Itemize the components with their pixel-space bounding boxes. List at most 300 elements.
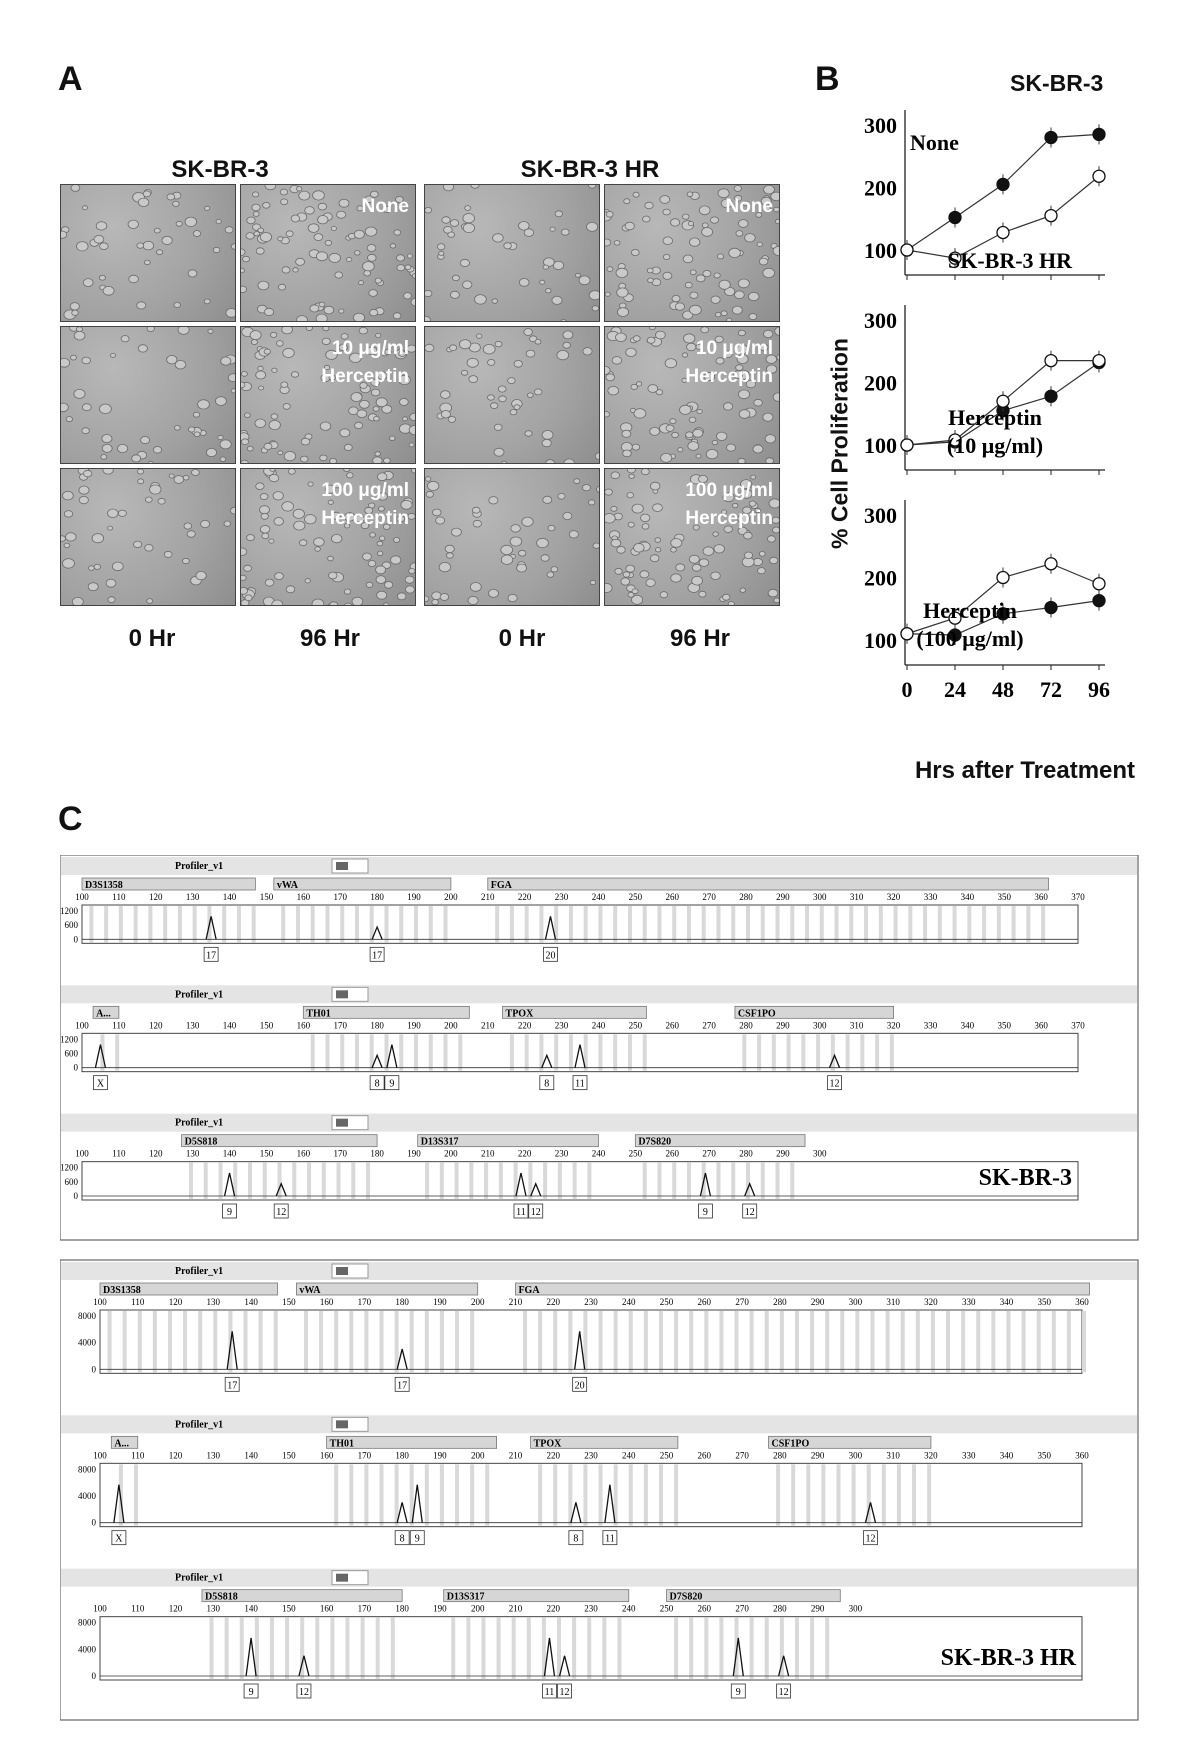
bp-tick-label: 120	[149, 1148, 163, 1159]
rfu-tick-label: 4000	[78, 1491, 96, 1501]
allele-bin	[497, 1618, 501, 1679]
bp-tick-label: 270	[702, 892, 716, 902]
allele-bin	[440, 1311, 444, 1372]
locus-name: D7S820	[638, 1136, 672, 1148]
bp-tick-label: 100	[75, 1148, 89, 1159]
allele-bin	[1022, 1311, 1026, 1372]
treatment-caption	[685, 477, 773, 533]
allele-bin	[820, 906, 824, 942]
allele-bin	[746, 1163, 750, 1199]
bp-tick-label: 250	[659, 1603, 674, 1614]
time-label: 96 Hr	[669, 625, 731, 652]
bp-tick-label: 230	[584, 1297, 598, 1307]
allele-call: 12	[744, 1207, 755, 1218]
bp-tick-label: 100	[93, 1603, 107, 1614]
locus-name: vWA	[299, 1285, 321, 1296]
allele-bin	[573, 1163, 577, 1199]
allele-bin	[961, 1311, 965, 1372]
allele-call: 9	[414, 1533, 420, 1545]
bp-tick-label: 280	[773, 1450, 787, 1461]
allele-bin	[599, 1464, 603, 1525]
time-label: 96 Hr	[299, 625, 361, 652]
bp-tick-label: 300	[813, 1020, 827, 1031]
bp-tick-label: 130	[206, 1603, 221, 1614]
data-point	[997, 227, 1009, 239]
chart-annotation: Herceptin	[923, 598, 1017, 623]
allele-bin	[735, 1311, 739, 1372]
bp-tick-label: 350	[997, 892, 1011, 902]
y-tick-label: 300	[864, 308, 897, 333]
bp-tick-label: 240	[622, 1603, 636, 1614]
allele-bin	[731, 906, 735, 942]
bp-tick-label: 360	[1034, 1020, 1048, 1031]
allele-bin	[466, 1618, 470, 1679]
allele-bin	[481, 1618, 485, 1679]
bp-tick-label: 210	[508, 1603, 523, 1614]
allele-bin	[325, 1034, 329, 1070]
data-point	[1093, 170, 1105, 182]
allele-bin	[617, 1618, 621, 1679]
allele-bin	[322, 1163, 326, 1199]
rfu-tick-label: 0	[91, 1364, 96, 1375]
allele-bin	[659, 1311, 663, 1372]
allele-bin	[805, 906, 809, 942]
allele-bin	[1037, 1311, 1041, 1372]
allele-bin	[806, 1464, 810, 1525]
allele-bin	[510, 1034, 514, 1070]
allele-bin	[598, 906, 602, 942]
allele-bin	[355, 906, 359, 942]
allele-bin	[628, 1034, 632, 1070]
allele-bin	[657, 906, 661, 942]
allele-call: 9	[389, 1078, 395, 1090]
bp-tick-label: 110	[112, 1020, 126, 1031]
rfu-tick-label: 0	[73, 934, 78, 945]
data-point	[1093, 355, 1105, 367]
rfu-tick-label: 4000	[78, 1337, 96, 1348]
allele-bin	[337, 1163, 341, 1199]
allele-bin	[882, 1464, 886, 1525]
allele-bin	[557, 1618, 561, 1679]
micrograph-tile	[424, 184, 600, 322]
allele-bin	[776, 1163, 780, 1199]
allele-bin	[846, 1034, 850, 1070]
locus-name: D3S1358	[85, 880, 123, 891]
profiler-swatch-fill	[336, 1119, 348, 1127]
allele-bin	[761, 1163, 765, 1199]
allele-bin	[340, 906, 344, 942]
allele-bin	[414, 1034, 418, 1070]
allele-bin	[259, 1311, 263, 1372]
allele-call: 9	[227, 1207, 233, 1218]
allele-bin	[89, 906, 93, 942]
micrograph-tile	[60, 468, 236, 606]
allele-bin	[361, 1618, 365, 1679]
rfu-tick-label: 8000	[78, 1464, 96, 1475]
allele-bin	[821, 1464, 825, 1525]
allele-bin	[334, 1464, 338, 1525]
allele-bin	[379, 1311, 383, 1372]
trace-frame	[100, 1463, 1082, 1526]
micrograph-tile	[240, 468, 416, 606]
micrograph-tile	[60, 326, 236, 464]
bp-tick-label: 100	[75, 892, 89, 902]
rfu-tick-label: 8000	[78, 1617, 96, 1628]
treatment-caption-line: 10 μg/ml	[695, 338, 773, 359]
allele-bin	[440, 1464, 444, 1525]
x-axis-label: Hrs after Treatment	[914, 757, 1136, 784]
allele-bin	[543, 1163, 547, 1199]
allele-bin	[168, 1311, 172, 1372]
allele-bin	[816, 1034, 820, 1070]
rfu-tick-label: 600	[64, 1176, 78, 1187]
allele-call: 11	[516, 1207, 526, 1218]
x-tick-label: 0	[901, 677, 913, 702]
bp-tick-label: 170	[357, 1603, 372, 1614]
profiler-swatch-fill	[336, 990, 348, 998]
panel-a-label: A	[58, 60, 83, 98]
allele-bin	[485, 1464, 489, 1525]
allele-bin	[296, 906, 300, 942]
allele-bin	[115, 1034, 119, 1070]
allele-bin	[304, 1311, 308, 1372]
bp-tick-label: 190	[407, 1148, 421, 1159]
bp-tick-label: 280	[739, 1020, 753, 1031]
data-point	[997, 572, 1009, 584]
bp-tick-label: 250	[659, 1297, 674, 1307]
bp-tick-label: 260	[665, 1148, 679, 1159]
allele-bin	[855, 1311, 859, 1372]
chart-annotation: SK-BR-3 HR	[947, 248, 1073, 273]
allele-bin	[982, 906, 986, 942]
trace-frame	[82, 1033, 1078, 1071]
treatment-caption-line: 100 μg/ml	[685, 480, 773, 501]
bp-tick-label: 340	[999, 1450, 1014, 1461]
allele-bin	[538, 1464, 542, 1525]
bp-tick-label: 350	[1037, 1297, 1051, 1307]
allele-bin	[248, 1163, 252, 1199]
allele-bin	[787, 1034, 791, 1070]
rfu-tick-label: 1200	[60, 1034, 78, 1045]
y-axis-label: % Cell Proliferation	[826, 338, 853, 549]
allele-bin	[890, 1034, 894, 1070]
bp-tick-label: 240	[622, 1297, 636, 1307]
bp-tick-label: 190	[407, 892, 421, 902]
trace-frame	[82, 905, 1078, 943]
bp-tick-label: 330	[961, 1297, 976, 1307]
allele-bin	[399, 1034, 403, 1070]
allele-bin	[674, 1618, 678, 1679]
x-tick-label: 48	[992, 677, 1014, 702]
allele-bin	[791, 1464, 795, 1525]
profiler-swatch-fill	[336, 1574, 348, 1582]
profiler-label: Profiler_v1	[175, 989, 224, 1001]
allele-bin	[953, 906, 957, 942]
bp-tick-label: 180	[370, 1148, 384, 1159]
allele-bin	[252, 906, 256, 942]
allele-bin	[325, 906, 329, 942]
bp-tick-label: 230	[584, 1603, 598, 1614]
allele-bin	[225, 1618, 229, 1679]
rfu-tick-label: 0	[91, 1517, 96, 1528]
bp-tick-label: 190	[433, 1603, 447, 1614]
rfu-tick-label: 1200	[60, 1162, 78, 1173]
locus-name: TPOX	[533, 1438, 562, 1450]
allele-bin	[210, 1618, 214, 1679]
allele-bin	[572, 1618, 576, 1679]
allele-bin	[384, 906, 388, 942]
bp-tick-label: 100	[93, 1297, 107, 1307]
allele-bin	[553, 1311, 557, 1372]
data-point	[1093, 578, 1105, 590]
allele-bin	[178, 906, 182, 942]
allele-bin	[525, 1034, 529, 1070]
bp-tick-label: 260	[665, 892, 679, 902]
allele-bin	[795, 1618, 799, 1679]
bp-tick-label: 290	[776, 892, 790, 902]
data-point	[1045, 390, 1057, 402]
allele-bin	[311, 1034, 315, 1070]
bp-tick-label: 300	[813, 1148, 827, 1159]
allele-bin	[274, 1311, 278, 1372]
allele-bin	[644, 1464, 648, 1525]
allele-call: 8	[573, 1533, 579, 1545]
bp-tick-label: 200	[470, 1603, 485, 1614]
locus-bar	[296, 1283, 477, 1295]
allele-bin	[704, 1618, 708, 1679]
x-tick-label: 96	[1088, 677, 1110, 702]
rfu-tick-label: 0	[91, 1671, 96, 1681]
allele-bin	[687, 1163, 691, 1199]
allele-bin	[886, 1311, 890, 1372]
x-tick-label: 72	[1040, 677, 1062, 702]
allele-bin	[189, 1163, 193, 1199]
bp-tick-label: 180	[370, 1020, 384, 1031]
allele-bin	[148, 906, 152, 942]
allele-call: 11	[575, 1078, 585, 1090]
allele-bin	[629, 1464, 633, 1525]
allele-bin	[263, 1163, 267, 1199]
allele-bin	[795, 1311, 799, 1372]
allele-call: 12	[276, 1207, 287, 1218]
bp-tick-label: 320	[924, 1450, 938, 1461]
y-tick-label: 300	[864, 113, 897, 138]
allele-bin	[525, 906, 529, 942]
locus-name: D7S820	[669, 1591, 703, 1603]
profiler-swatch-fill	[336, 1420, 348, 1428]
allele-call: 17	[397, 1380, 408, 1392]
allele-bin	[292, 1163, 296, 1199]
bp-tick-label: 220	[546, 1297, 560, 1307]
bp-tick-label: 270	[702, 1020, 716, 1031]
data-point	[1093, 595, 1105, 607]
data-point	[901, 628, 913, 640]
micrograph-tile	[240, 326, 416, 464]
allele-bin	[772, 1034, 776, 1070]
allele-bin	[628, 906, 632, 942]
bp-tick-label: 360	[1075, 1297, 1089, 1307]
bp-tick-label: 310	[849, 892, 864, 902]
allele-bin	[349, 1311, 353, 1372]
treatment-caption-line: None	[361, 196, 409, 217]
y-tick-label: 200	[864, 565, 897, 591]
bp-tick-label: 140	[244, 1450, 258, 1461]
locus-bar	[274, 878, 451, 890]
chart-annotation: (100 μg/ml)	[916, 626, 1024, 651]
bp-tick-label: 160	[319, 1450, 334, 1461]
allele-bin	[281, 906, 285, 942]
data-point	[997, 178, 1009, 190]
allele-bin	[599, 1311, 603, 1372]
allele-bin	[927, 1464, 931, 1525]
allele-bin	[512, 1618, 516, 1679]
bp-tick-label: 150	[259, 1020, 274, 1031]
bp-tick-label: 250	[659, 1450, 674, 1461]
allele-bin	[444, 906, 448, 942]
locus-name: A...	[96, 1008, 111, 1020]
allele-bin	[894, 906, 898, 942]
allele-bin	[198, 1311, 202, 1372]
y-tick-label: 200	[864, 370, 897, 396]
data-point	[1045, 355, 1057, 367]
data-point	[949, 212, 961, 224]
allele-bin	[1082, 1311, 1086, 1372]
allele-bin	[997, 906, 1001, 942]
allele-bin	[123, 1311, 127, 1372]
profiler-label: Profiler_v1	[175, 1117, 224, 1129]
allele-bin	[244, 1311, 248, 1372]
allele-bin	[134, 1464, 138, 1525]
allele-bin	[643, 906, 647, 942]
profiler-label: Profiler_v1	[175, 861, 224, 872]
bp-tick-label: 130	[206, 1297, 221, 1307]
allele-bin	[399, 906, 403, 942]
bp-tick-label: 300	[848, 1297, 863, 1307]
allele-bin	[469, 1163, 473, 1199]
bp-tick-label: 100	[75, 1020, 89, 1031]
locus-name: D3S1358	[103, 1285, 141, 1296]
allele-bin	[629, 1311, 633, 1372]
allele-bin	[790, 1163, 794, 1199]
allele-bin	[860, 1034, 864, 1070]
allele-bin	[395, 1464, 399, 1525]
allele-bin	[568, 1464, 572, 1525]
allele-bin	[527, 1618, 531, 1679]
allele-bin	[334, 1311, 338, 1372]
allele-bin	[657, 1163, 661, 1199]
rfu-tick-label: 1200	[60, 906, 78, 916]
allele-bin	[731, 1163, 735, 1199]
bp-tick-label: 200	[444, 1020, 458, 1031]
allele-bin	[810, 1311, 814, 1372]
allele-bin	[355, 1034, 359, 1070]
bp-tick-label: 120	[168, 1297, 183, 1307]
rfu-tick-label: 600	[64, 1048, 78, 1059]
rfu-tick-label: 600	[64, 920, 78, 931]
allele-bin	[931, 1311, 935, 1372]
allele-bin	[553, 1464, 557, 1525]
bp-tick-label: 110	[112, 892, 126, 902]
allele-call: 9	[248, 1687, 254, 1698]
allele-bin	[672, 906, 676, 942]
allele-bin	[414, 906, 418, 942]
allele-bin	[351, 1163, 355, 1199]
allele-call: 17	[227, 1380, 238, 1392]
micrograph-tile	[604, 326, 780, 464]
treatment-caption	[362, 193, 410, 221]
allele-bin	[458, 1034, 462, 1070]
chart-b-title: SK-BR-3	[1010, 70, 1104, 96]
bp-tick-label: 150	[282, 1450, 296, 1461]
allele-call: X	[115, 1533, 123, 1545]
bp-tick-label: 110	[131, 1450, 145, 1461]
allele-bin	[825, 1618, 829, 1679]
allele-call: 8	[399, 1533, 405, 1545]
bp-tick-label: 200	[470, 1450, 485, 1461]
x-tick-label: 24	[944, 677, 966, 702]
allele-bin	[750, 1618, 754, 1679]
profiler-swatch-fill	[336, 1267, 348, 1275]
bp-tick-label: 300	[848, 1603, 863, 1614]
allele-bin	[583, 1464, 587, 1525]
allele-bin	[104, 906, 108, 942]
allele-bin	[879, 906, 883, 942]
bp-tick-label: 220	[546, 1450, 560, 1461]
bp-tick-label: 330	[923, 892, 938, 902]
y-tick-label: 100	[864, 433, 897, 458]
bp-tick-label: 210	[508, 1297, 523, 1307]
allele-bin	[237, 906, 241, 942]
locus-name: TH01	[306, 1008, 331, 1020]
allele-bin	[837, 1464, 841, 1525]
y-tick-label: 300	[864, 503, 897, 528]
allele-bin	[451, 1618, 455, 1679]
locus-name: D13S317	[420, 1136, 459, 1148]
allele-bin	[278, 1163, 282, 1199]
allele-bin	[849, 906, 853, 942]
bp-tick-label: 250	[628, 1148, 643, 1159]
allele-call: 20	[545, 950, 556, 962]
allele-bin	[455, 1163, 459, 1199]
data-point	[901, 244, 913, 256]
allele-call: 20	[574, 1380, 585, 1392]
bp-tick-label: 240	[591, 1148, 606, 1159]
bp-tick-label: 280	[739, 1148, 753, 1159]
rfu-tick-label: 8000	[78, 1311, 96, 1321]
locus-name: TH01	[329, 1438, 355, 1450]
allele-bin	[912, 1464, 916, 1525]
treatment-caption-line: None	[725, 196, 773, 217]
treatment-caption	[321, 335, 409, 391]
locus-name: D5S818	[204, 1591, 238, 1603]
bp-tick-label: 330	[923, 1020, 938, 1031]
bp-tick-label: 300	[848, 1450, 863, 1461]
bp-tick-label: 230	[584, 1450, 598, 1461]
data-point	[1045, 132, 1057, 144]
allele-call: 8	[544, 1078, 550, 1090]
allele-bin	[923, 906, 927, 942]
bp-tick-label: 170	[333, 1148, 347, 1159]
bp-tick-label: 320	[924, 1297, 938, 1307]
allele-bin	[307, 1163, 311, 1199]
allele-bin	[716, 1163, 720, 1199]
chart-annotation: None	[910, 130, 959, 155]
allele-bin	[704, 1311, 708, 1372]
allele-bin	[746, 906, 750, 942]
bp-tick-label: 240	[622, 1450, 636, 1461]
allele-bin	[765, 1618, 769, 1679]
bp-tick-label: 150	[259, 1148, 274, 1159]
